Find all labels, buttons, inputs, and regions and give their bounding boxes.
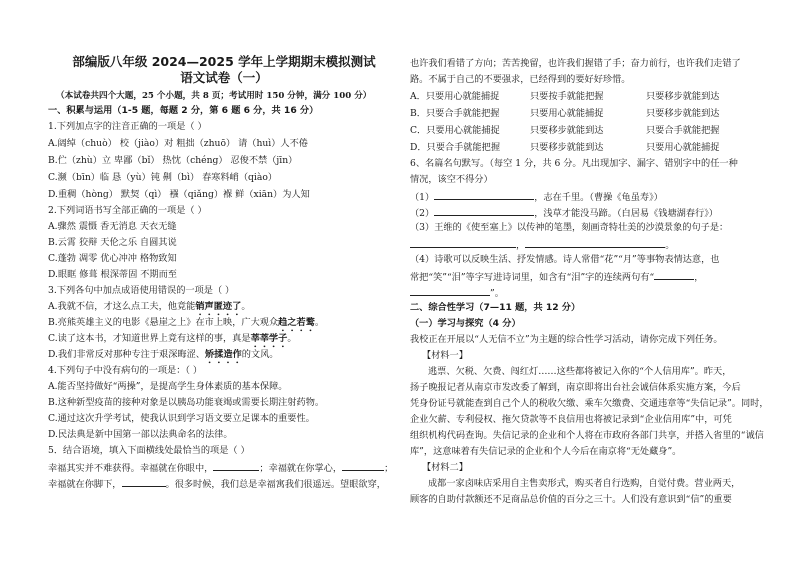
material-two-line: 成都一家卤味店采用自主售卖形式，购买者自行选购，自觉付费。营业两天， [428,478,741,489]
question-6-item-4: （4）诗歌可以反映生活、抒发情感。诗人常借“花”“月”等事物表情达意，也 [410,254,720,265]
answer-blank[interactable] [213,461,259,471]
answer-blank[interactable] [525,238,665,248]
question-5-option-d: D．只要合手就能把握 只要移步就能到达 只要用心就能捕捉 [410,142,720,153]
exam-title: 部编版八年级 2024—2025 学年上学期期末模拟测试 [72,54,376,69]
question-6-stem: 6、名篇名句默写。（每空 1 分，共 6 分。凡出现加字、漏字、错别字中的任一种 [410,158,738,169]
question-2-stem: 2.下列词语书写全部正确的一项是（ ） [48,205,207,216]
question-1-option-c: C.濒（bīn）临 恳（yù）钝 劓（bì） 春寒料峭（qiào） [48,172,278,183]
answer-blank[interactable] [434,190,534,200]
answer-blank[interactable] [434,206,534,216]
subsection-heading: （一）学习与探究（4 分） [410,318,521,329]
question-6-item-4-cont: 常把“笑”“泪”等字写进诗词里，如含有“泪”字的连续两句有“ ， [410,272,704,283]
question-5-option-c: C．只要用心就能捕捉 只要移步就能到达 只要合手就能把握 [410,125,720,136]
q5-passage-line-1: 也许我们看错了方向；苦苦挽留，也许我们握错了手；奋力前行，也许我们走错了 [410,58,741,69]
section-one-heading: 一、积累与运用（1-5 题，每题 2 分，第 6 题 6 分，共 16 分） [48,105,319,116]
question-2-option-a: A.骤然 震慑 香无消息 天衣无缝 [48,221,177,232]
question-4-option-c: C.通过这次升学考试，使我认识到学习语文要立足课本的重要性。 [48,413,315,424]
material-one-line: 库”，这意味着有失信记录的企业和个人今后在南京将“无处藏身”。 [410,446,682,457]
question-5-line-1: 幸福其实并不难获得。幸福就在你眼中， ；幸福就在你掌心， ； [48,463,394,474]
question-1-stem: 1.下列加点字的注音正确的一项是（ ） [48,121,207,132]
answer-blank[interactable] [410,238,516,248]
question-2-option-d: D.眼眶 修葺 根深蒂固 不期而至 [48,269,177,280]
question-6-item-3-blanks: ， 。 [410,238,674,252]
question-4-stem: 4.下列句子中没有病句的一项是：（ ） [48,365,203,376]
question-6-item-1: （1） ，志在千里。（曹操《龟虽寿》） [410,192,663,203]
answer-blank[interactable] [410,286,490,296]
question-6-item-2: （2） ，浅草才能没马蹄。（白居易《钱塘湖春行》） [410,208,718,219]
material-one-line: 组织机构代码查询。失信记录的企业和个人将在市政府各部门共享，并搭入省里的“诚信 [410,430,764,441]
section-two-heading: 二、综合性学习（7—11 题，共 12 分） [410,302,581,313]
question-1-option-d: D.重稠（hòng） 默契（qì） 襁（qiǎng）褓 鲜（xiān）为人知 [48,189,310,200]
material-one-label: 【材料一】 [422,350,468,361]
material-one-line: 扬子晚报记者从南京市发改委了解到，南京即将出台社会诚信体系实施方案，今后 [410,382,741,393]
question-4-option-d: D.民法典是新中国第一部以法典命名的法律。 [48,429,233,440]
answer-blank[interactable] [122,477,166,487]
question-3-option-d: D.我们非常反对那种专注于艰深晦涩、矫揉造作的文风。 [48,349,279,360]
question-6-item-3: （3）王维的《使至塞上》以传神的笔墨，刻画奇特壮美的沙漠景象的句子是： [410,222,729,233]
question-2-option-c: C.蓬勃 凋零 优心冲冲 格物致知 [48,253,177,264]
activity-intro: 我校正在开展以“人无信不立”为主题的综合性学习活动，请你完成下列任务。 [410,334,723,345]
question-5-option-b: B．只要合手就能把握 只要用心就能捕捉 只要移步就能到达 [410,108,720,119]
exam-note: （本试卷共四个大题，25 个小题，共 8 页；考试用时 150 分钟，满分 100 分） [56,91,372,101]
material-two-label: 【材料二】 [422,462,468,473]
question-6-stem-cont: 情况，该空不得分） [410,174,493,185]
question-1-option-b: B.伫（zhù）立 卑鄙（bǐ） 热忱（chéng） 忍俊不禁（jīn） [48,155,298,166]
question-3-option-a: A.我就不信，才这么点工夫，他竟能销声匿迹了。 [48,301,251,312]
question-1-option-a: A.阔绰（chuò） 校（jiào）对 粗拙（zhuō） 请（huì）人不倦 [48,138,308,149]
question-3-stem: 3.下列各句中加点成语使用错误的一项是（ ） [48,285,235,296]
question-5-stem: 5．结合语境，填入下面横线处最恰当的项是（ ） [48,445,250,456]
material-one-line: 逃票、欠税、欠费、闯红灯……这些都将被记入你的“个人信用库”。昨天， [428,366,732,377]
material-one-line: 企业欠薪、专利侵权、拖欠贷款等不良信用也将被记录到“企业信用库”中，可凭 [410,414,732,425]
question-6-item-4-end: ”。 [410,286,504,300]
q5-passage-line-2: 路。不属于自己的不要强求，已经得到的要好好珍惜。 [410,74,631,85]
question-3-option-b: B.亮熊英雄主义的电影《悬崖之上》在市上映，广大观众趋之若鹜。 [48,317,325,328]
question-5-line-2: 幸福就在你脚下， 。很多时候，我们总是幸福寓我们很遥远。望眼欲穿， [48,479,386,490]
question-3-option-c: C.读了这本书，才知道世界上竟有这样的事，真是莘莘学子。 [48,333,297,344]
exam-subtitle: 语文试卷（一） [180,70,268,85]
question-4-option-b: B.这种新型疫苗的接种对象是以胰岛功能衰竭或需要长期注射药物。 [48,397,325,408]
question-4-option-a: A.能否坚持做好“两操”，是提高学生身体素质的基本保障。 [48,381,288,392]
question-5-option-a: A．只要用心就能捕捉 只要按手就能把握 只要移步就能到达 [410,91,720,102]
material-one-line: 凭身份证号就能查到自己个人的税收欠缴、乘车欠缴费、交通违章等“失信记录”。同时， [410,398,769,409]
answer-blank[interactable] [342,461,384,471]
answer-blank[interactable] [654,270,694,280]
material-two-line: 顾客的自助付款额还不足商品总价值的百分之三十。人们没有意识到“信”的重要 [410,494,732,505]
question-2-option-b: B.云霄 狡辩 天伦之乐 自圆其说 [48,237,177,248]
